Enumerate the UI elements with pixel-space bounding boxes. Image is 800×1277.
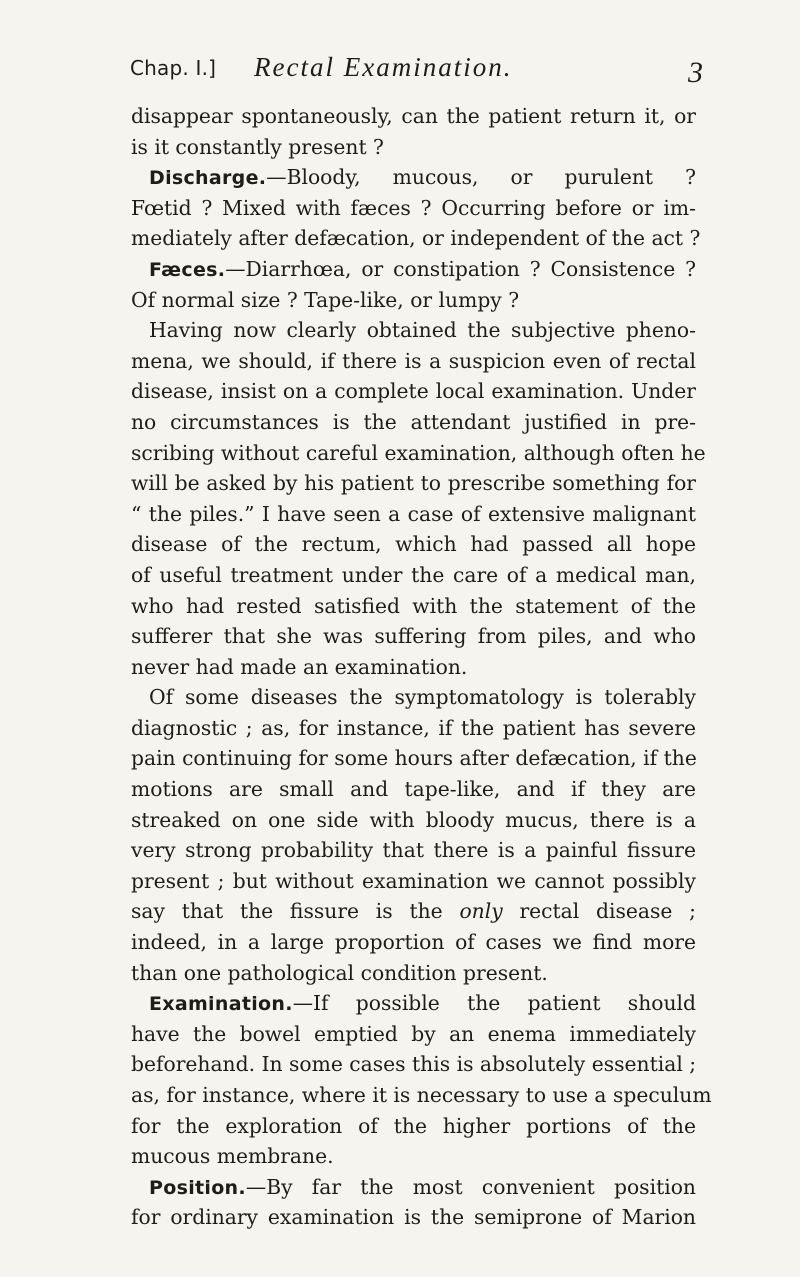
text-line: of useful treatment under the care of a medical man, [131,562,696,587]
text-line: for the exploration of the higher portions of the [131,1113,696,1138]
text-line: than one pathological condition present. [131,960,548,985]
text-line: scribing without careful examination, although often he [131,440,706,465]
text-line: as, for instance, where it is necessary to use a speculum [131,1083,712,1107]
text-line: present ; but without examination we cannot possibly [131,868,696,893]
text-line: very strong probability that there is a painful fissure [131,838,696,863]
text-line: have the bowel emptied by an enema immediately [131,1021,696,1046]
text-line: disease of the rectum, which had passed all hope [131,532,696,557]
text-span: say that the fissure is the [131,899,443,924]
text-line: diagnostic ; as, for instance, if the patient has severe [131,715,696,740]
body-text [131,101,712,1233]
chapter-label: Chap. I.] [130,56,217,80]
text-line: is it constantly present ? [131,134,384,159]
text-line: motions are small and tape-like, and if they are [131,777,696,802]
text-line: disappear spontaneously, can the patient return it, or [131,104,696,128]
text-line: sufferer that she was suffering from piles, and who [131,624,696,649]
text-line: mena, we should, if there is a suspicion even of rectal [131,348,696,373]
text-line-with-emphasis [131,896,696,927]
text-line: who had rested satisfied with the statement of the [131,593,696,618]
text-span: —Bloody, mucous, or purulent ? [266,165,696,190]
running-title: Rectal Examination. [254,52,513,82]
examination-paragraph-line [131,988,696,1019]
section-heading-faeces: Fæces. [149,258,226,281]
discharge-paragraph-line [131,162,696,193]
text-line: will be asked by his patient to prescribe something for [131,471,696,496]
text-line: mucous membrane. [131,1144,334,1169]
text-line: for ordinary examination is the semiprone of Marion [131,1205,696,1230]
text-line: “ the piles.” I have seen a case of extensive malignant [131,501,696,526]
text-span: —Diarrhœa, or constipation ? Consistence ? [225,256,696,281]
text-line: Fœtid ? Mixed with fæces ? Occurring before or im- [131,195,696,220]
text-span: rectal disease ; [519,899,697,924]
emphasis-only: only [459,899,503,924]
text-line: Of normal size ? Tape-like, or lumpy ? [131,287,520,312]
text-line: indeed, in a large proportion of cases we find more [131,930,696,955]
text-line: never had made an examination. [131,654,468,679]
text-line: Having now clearly obtained the subjective pheno- [149,318,696,343]
section-heading-position: Position. [149,1176,246,1199]
position-paragraph-line [131,1172,696,1203]
text-line: no circumstances is the attendant justified in pre- [131,409,696,434]
text-line: beforehand. In some cases this is absolutely essential ; [131,1052,697,1077]
section-heading-examination: Examination. [149,993,293,1016]
text-line: pain continuing for some hours after defæcation, if the [131,746,697,771]
text-line: streaked on one side with bloody mucus, there is a [131,807,696,832]
text-span: —By far the most convenient position [245,1174,696,1199]
section-heading-discharge: Discharge. [149,167,267,190]
page-number: 3 [688,56,703,89]
text-line: Of some diseases the symptomatology is tolerably [149,685,696,710]
running-head [130,52,703,96]
text-line: mediately after defæcation, or independent of the act ? [131,226,701,251]
text-line: disease, insist on a complete local examination. Under [131,379,696,404]
faeces-paragraph-line [131,254,696,285]
text-span: —If possible the patient should [292,991,696,1016]
